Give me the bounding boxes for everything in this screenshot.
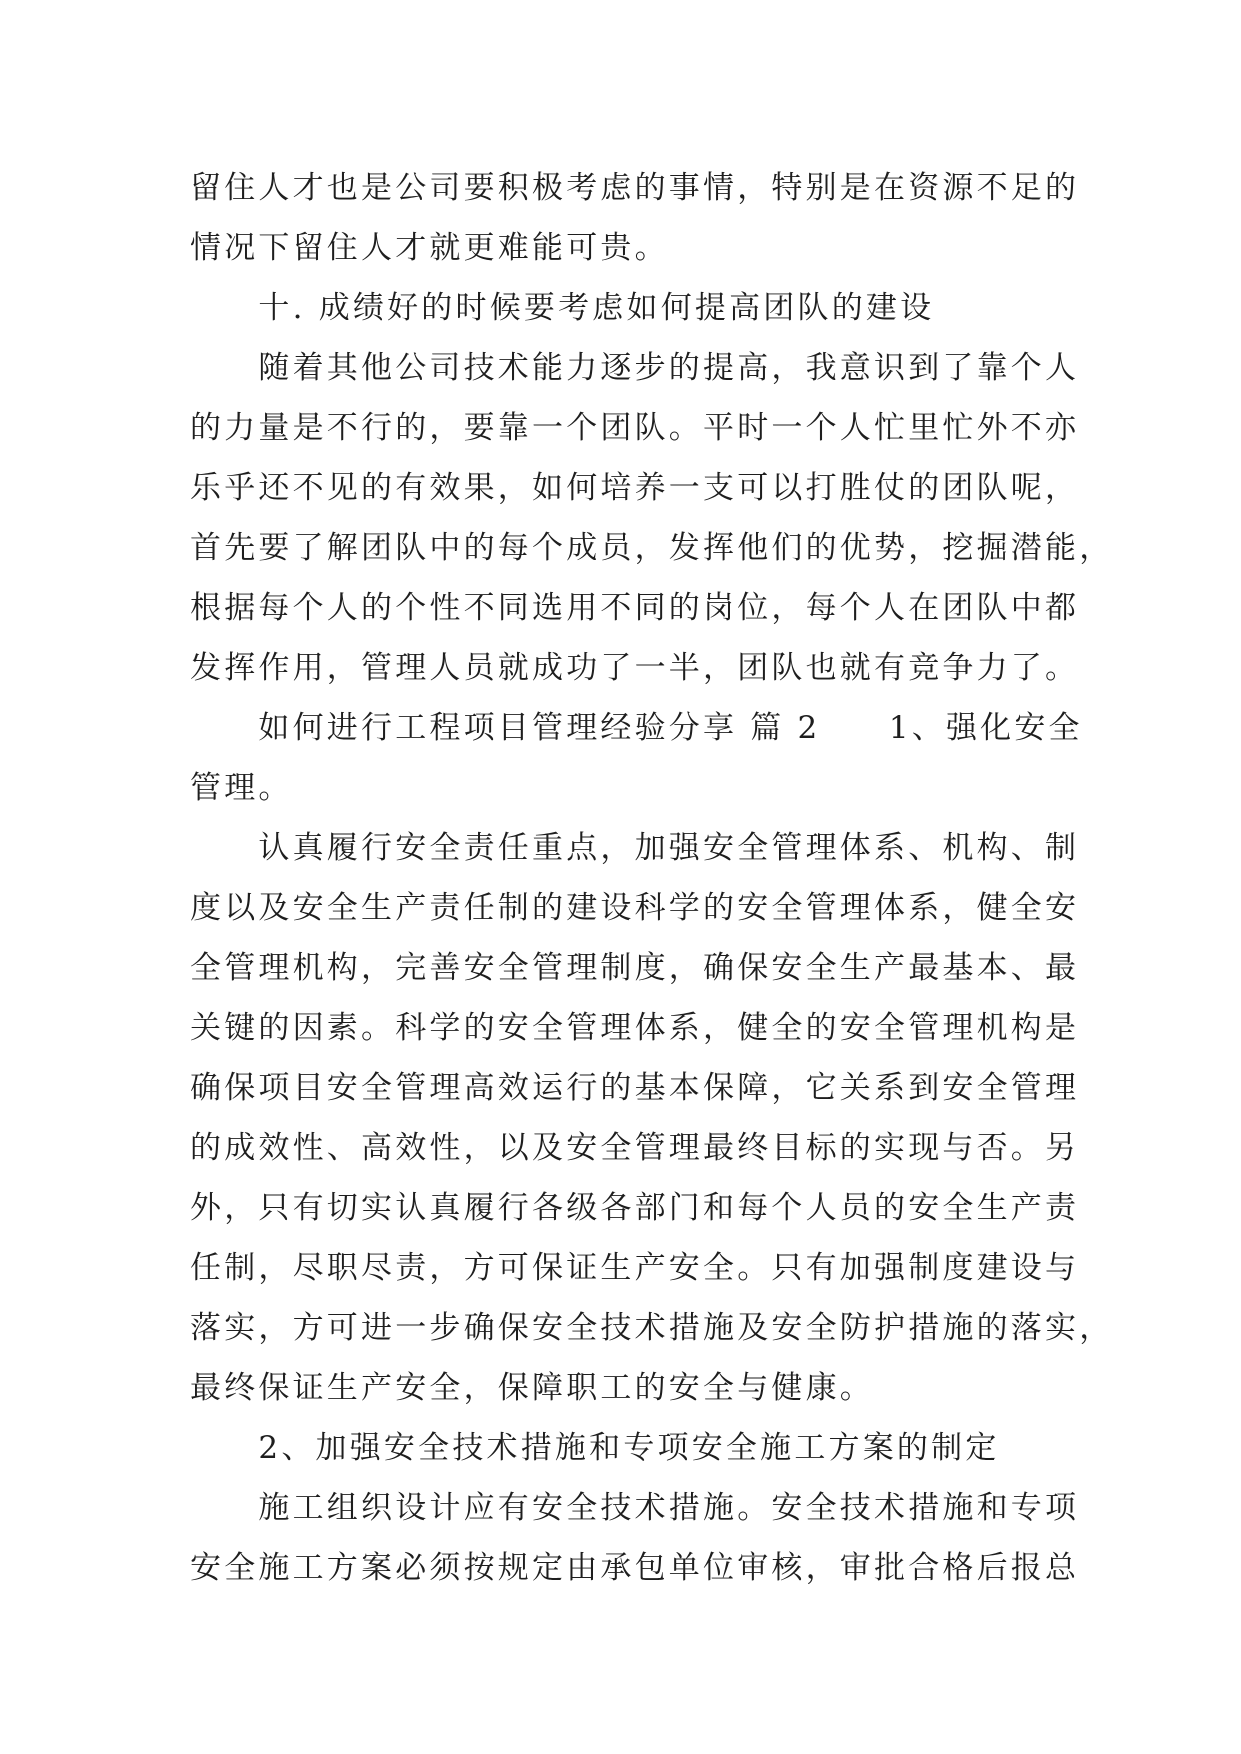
text-line: 任制，尽职尽责，方可保证生产安全。只有加强制度建设与 <box>190 1250 1080 1286</box>
text-line: 安全施工方案必须按规定由承包单位审核，审批合格后报总 <box>190 1550 1080 1586</box>
text-line: 外，只有切实认真履行各级各部门和每个人员的安全生产责 <box>190 1190 1080 1226</box>
text-line: 乐乎还不见的有效果，如何培养一支可以打胜仗的团队呢， <box>190 470 1080 506</box>
text-line: 全管理机构，完善安全管理制度，确保安全生产最基本、最 <box>190 950 1080 986</box>
section-heading: 十. 成绩好的时候要考虑如何提高团队的建设 <box>190 290 935 326</box>
text-line: 根据每个人的个性不同选用不同的岗位，每个人在团队中都 <box>190 590 1080 626</box>
text-line: 认真履行安全责任重点，加强安全管理体系、机构、制 <box>190 830 1080 866</box>
text-line: 的力量是不行的，要靠一个团队。平时一个人忙里忙外不亦 <box>190 410 1080 446</box>
text-line: 情况下留住人才就更难能可贵。 <box>190 230 669 266</box>
article-heading: 如何进行工程项目管理经验分享 篇 2 1、强化安全 <box>190 710 1083 746</box>
text-line: 确保项目安全管理高效运行的基本保障，它关系到安全管理 <box>190 1070 1080 1106</box>
section-heading: 2、加强安全技术措施和专项安全施工方案的制定 <box>190 1430 1000 1466</box>
text-line: 发挥作用，管理人员就成功了一半，团队也就有竞争力了。 <box>190 650 1080 686</box>
text-line: 随着其他公司技术能力逐步的提高，我意识到了靠个人 <box>190 350 1080 386</box>
text-line: 管理。 <box>190 770 293 806</box>
text-line: 首先要了解团队中的每个成员，发挥他们的优势，挖掘潜能， <box>190 530 1114 566</box>
text-line: 留住人才也是公司要积极考虑的事情，特别是在资源不足的 <box>190 170 1080 206</box>
text-line: 落实，方可进一步确保安全技术措施及安全防护措施的落实， <box>190 1310 1114 1346</box>
text-line: 最终保证生产安全，保障职工的安全与健康。 <box>190 1370 874 1406</box>
text-line: 施工组织设计应有安全技术措施。安全技术措施和专项 <box>190 1490 1080 1526</box>
text-line: 关键的因素。科学的安全管理体系，健全的安全管理机构是 <box>190 1010 1080 1046</box>
text-line: 度以及安全生产责任制的建设科学的安全管理体系，健全安 <box>190 890 1080 926</box>
text-line: 的成效性、高效性，以及安全管理最终目标的实现与否。另 <box>190 1130 1080 1166</box>
document-body <box>190 158 1114 1598</box>
